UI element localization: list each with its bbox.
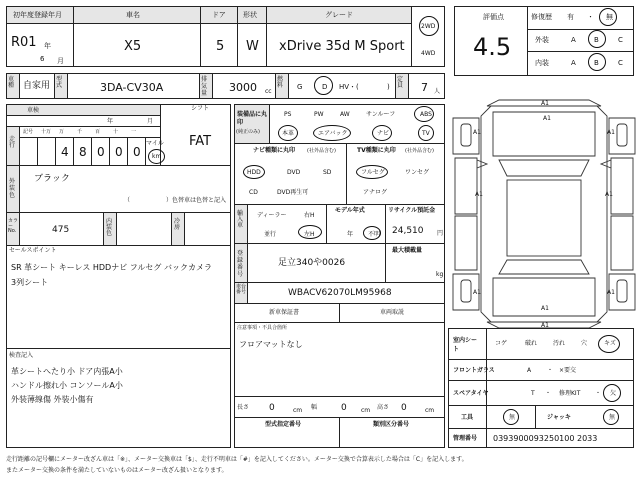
km-label: km <box>152 153 162 160</box>
exterior-color-label: 外装色 <box>9 178 16 199</box>
capacity-label: 定員 <box>397 76 404 89</box>
navi-type-sub: (社外品含む) <box>307 148 336 154</box>
repair-label: 修復歴 <box>531 13 552 21</box>
warranty-label: 新車保証書 <box>269 309 300 316</box>
seat-yabure: 破れ <box>525 340 538 347</box>
jack-label: ジャッキ <box>547 414 571 421</box>
displacement-label: 排気量 <box>201 76 208 97</box>
mgmt-label: 管理番号 <box>453 435 478 442</box>
fuel-label: 燃料 <box>277 76 284 89</box>
mileage-digit-header: 一 <box>131 129 137 135</box>
sales-point-line-1: SR 革シート キーレス HDDナビ フルセグ バックカメラ <box>11 263 212 272</box>
repair-no: 無 <box>606 13 613 21</box>
width-value: 0 <box>341 403 347 413</box>
fuel-g: G <box>297 83 303 91</box>
interior-color-label: 内装色 <box>106 218 113 237</box>
chassis-label-cell <box>234 282 248 304</box>
hdd-circle <box>243 165 265 179</box>
max-load-cell <box>385 243 445 283</box>
sales-point-section <box>6 245 231 349</box>
glass-replace: ×要交 <box>559 367 577 374</box>
seat-ana: 穴 <box>581 340 588 347</box>
door-header <box>200 6 238 24</box>
shift-cell <box>160 104 231 166</box>
spare-label: スペアタイヤ <box>453 390 489 397</box>
unknown-circle <box>363 226 381 240</box>
glass-row <box>448 359 634 381</box>
interior-c: C <box>618 59 623 67</box>
a1-mark-right-front-fender: A1 <box>607 129 615 136</box>
mileage-digit-header: 万 <box>59 129 65 135</box>
car-body-diagram <box>451 98 637 330</box>
mileage-digit: 0 <box>133 145 141 159</box>
color-note: ）色替車は色替と記入 <box>166 197 227 204</box>
displacement-label-cell <box>199 73 213 99</box>
interior-row <box>527 52 634 76</box>
recycle-yen: 円 <box>437 230 444 237</box>
seat-label: 室内シート <box>453 337 478 353</box>
kizu-circle <box>598 335 620 353</box>
max-load-label: 最大積載量 <box>392 247 423 254</box>
mileage-label-cell <box>6 126 20 166</box>
equip-navi: ナビ <box>377 130 390 137</box>
repair-no-circle <box>599 8 617 26</box>
first-reg-label: 初年度登録年月 <box>13 11 62 19</box>
height-value: 0 <box>401 403 407 413</box>
car-name-header <box>73 6 201 24</box>
km-circle <box>148 149 165 164</box>
height-label: 高さ <box>377 404 390 411</box>
mileage-digit-header: 記号 <box>23 129 34 135</box>
chassis-label: 車台番号 <box>236 284 247 295</box>
spare-dot-1: ・ <box>545 390 552 397</box>
car-name-label: 車名 <box>126 11 140 19</box>
exterior-label: 外装 <box>535 36 549 44</box>
seat-kizu: キズ <box>604 340 616 347</box>
jack-no-circle <box>603 409 619 425</box>
door-value: 5 <box>216 39 225 54</box>
seat-koge: コゲ <box>495 340 508 347</box>
exterior-color-label-cell <box>6 165 20 213</box>
tv-type-sub: (社外品含む) <box>405 148 434 154</box>
aircon-label: 冷房 <box>174 218 181 231</box>
model-label: 型式 <box>56 76 63 89</box>
equipment-label-sub: (純正のみ) <box>236 129 260 135</box>
fuel-cell <box>288 73 396 99</box>
grade-label: グレード <box>325 11 353 19</box>
dimensions-row <box>234 396 445 418</box>
color-no-cell <box>19 212 104 246</box>
model-year-label: モデル年式 <box>335 207 365 214</box>
a1-mark-front-bumper: A1 <box>541 100 549 107</box>
warranty-cell <box>234 303 340 323</box>
equip-sunroof: サンルーフ <box>366 111 396 118</box>
mileage-digit-header: 十 <box>113 129 119 135</box>
length-label: 長さ <box>237 404 250 411</box>
usage-cell <box>19 73 55 99</box>
tv-oneseg: ワンセグ <box>405 169 430 176</box>
navi-dvd-play: DVD再生可 <box>277 189 309 196</box>
inspector-section <box>6 348 231 448</box>
inspector-line-2: ハンドル擦れ小 コンソールA小 <box>11 381 123 390</box>
capacity-cell <box>408 73 445 99</box>
mgmt-value: 0393900093250100 2033 <box>493 434 598 443</box>
door-cell <box>200 23 238 67</box>
type-designation-label: 型式指定番号 <box>265 421 302 428</box>
chassis-cell <box>247 282 445 304</box>
sales-point-line-2: 3列シート <box>11 278 49 287</box>
import-label-cell <box>234 204 248 244</box>
seat-yogore: 汚れ <box>553 340 566 347</box>
recycle-label: リサイクル預託金 <box>388 207 436 214</box>
first-reg-month: 6 <box>40 55 45 63</box>
footer-line-2: またメーター交換の条件を満たしていないものはメーター改ざん扱いとなります。 <box>6 467 228 474</box>
drive-4wd: 4WD <box>421 50 436 57</box>
color-no-value: 475 <box>52 225 70 235</box>
a1-mark-left-door: A1 <box>475 191 483 198</box>
interior-color-label-cell <box>103 212 117 246</box>
inspector-label: 検査記入 <box>9 352 34 359</box>
recycle-cell <box>385 204 445 244</box>
equip-leather: 本革 <box>282 130 295 137</box>
exterior-a: A <box>571 36 576 44</box>
class-label: 類別区分番号 <box>373 421 410 428</box>
mileage-digit: 0 <box>115 145 123 159</box>
width-cm: cm <box>361 407 371 414</box>
interior-b-circle <box>588 53 606 71</box>
glass-label: フロントガラス <box>453 367 495 374</box>
equip-abs: ABS <box>420 111 432 118</box>
inspection-year-unit: 年 <box>107 118 114 125</box>
spare-t: T <box>531 390 535 397</box>
first-reg-year: R01 <box>11 35 37 50</box>
aircon-cell <box>184 212 231 246</box>
spare-missing: 欠 <box>610 390 617 397</box>
cc-unit: cc <box>265 88 272 95</box>
usage-label: 車種 <box>8 76 15 89</box>
height-cm: cm <box>425 407 435 414</box>
abs-circle <box>414 106 434 122</box>
shape-value: W <box>246 39 259 54</box>
grade-value: xDrive 35d M Sport <box>279 39 405 54</box>
reg-cell <box>247 243 386 283</box>
aircon-label-cell <box>171 212 185 246</box>
notes-label: 注意事項・不具合箇所 <box>237 325 288 331</box>
notes-cell <box>234 322 445 397</box>
reg-value: 足立340や0026 <box>278 258 346 268</box>
color-no-label-cell <box>6 212 20 246</box>
airbag-circle <box>313 125 351 141</box>
mileage-digit: 4 <box>61 145 69 159</box>
reg-label: 登録番号 <box>237 250 244 278</box>
navi-sd: SD <box>323 169 332 176</box>
inspection-month-unit: 月 <box>147 118 154 125</box>
recycle-value: 24,510 <box>392 226 424 236</box>
a1-mark-left-front-fender: A1 <box>473 129 481 136</box>
first-reg-month-unit: 月 <box>57 57 64 65</box>
displacement-value: 3000 <box>229 81 257 94</box>
equip-tv: TV <box>422 130 430 137</box>
equipment-label: 装備品に丸印 <box>237 111 268 126</box>
a1-mark-hood: A1 <box>543 115 551 122</box>
capacity-unit: 人 <box>434 88 441 95</box>
exterior-color-cell <box>19 165 231 213</box>
inspection-label: 車検 <box>27 107 40 114</box>
reg-label-cell <box>234 243 248 283</box>
model-year-unit: 年 <box>347 231 354 238</box>
tv-fullseg: フルセグ <box>361 169 385 176</box>
spare-dot-2: ・ <box>595 390 602 397</box>
mileage-digits <box>19 137 161 166</box>
drive-2wd: 2WD <box>421 23 436 30</box>
equip-ps: PS <box>284 111 292 118</box>
length-cm: cm <box>293 407 303 414</box>
fuel-d: D <box>322 83 328 91</box>
mileage-digit-header: 百 <box>95 129 101 135</box>
grade-header <box>266 6 412 24</box>
exterior-b: B <box>594 36 599 44</box>
a1-mark-trunk: A1 <box>541 305 549 312</box>
navi-circle <box>372 125 392 141</box>
repair-dot: ・ <box>587 13 594 21</box>
notes-value: フロアマットなし <box>239 340 303 349</box>
car-name-cell <box>73 23 201 67</box>
model-year-unknown: 不明 <box>368 231 381 238</box>
capacity-value: 7 <box>421 81 428 94</box>
tools-no-circle <box>503 409 519 425</box>
capacity-label-cell <box>395 73 409 99</box>
fuel-close: ) <box>387 83 390 91</box>
interior-color-cell <box>116 212 172 246</box>
max-load-kg: kg <box>436 271 444 278</box>
exterior-color-value: ブラック <box>34 174 70 184</box>
color-note-open: （ <box>124 197 131 204</box>
mileage-digit: 8 <box>79 145 87 159</box>
left-handle-circle <box>298 225 322 239</box>
usage-label-cell <box>6 73 20 99</box>
repair-row <box>527 6 634 30</box>
color-no-label: カラーNo. <box>8 218 19 234</box>
exterior-b-circle <box>588 30 606 48</box>
navi-type-label: ナビ種類に丸印 <box>253 147 296 154</box>
a1-mark-left-rear-fender: A1 <box>473 289 481 296</box>
tools-label: 工具 <box>461 414 474 421</box>
leather-circle <box>278 125 298 141</box>
a1-mark-right-rear-fender: A1 <box>607 289 615 296</box>
fuel-d-circle <box>314 76 333 95</box>
shape-cell <box>237 23 267 67</box>
missing-circle <box>603 384 621 402</box>
shape-header <box>237 6 267 24</box>
equip-airbag: エアバック <box>318 130 348 137</box>
shift-label: シフト <box>191 105 210 112</box>
import-parallel: 並行 <box>264 231 277 238</box>
tv-circle <box>418 125 434 141</box>
jack-value: 無 <box>609 414 616 421</box>
a1-mark-right-door: A1 <box>605 191 613 198</box>
fuel-label-cell <box>275 73 289 99</box>
width-label: 幅 <box>311 404 318 411</box>
exterior-row <box>527 30 634 52</box>
shift-value: FAT <box>189 134 212 149</box>
first-reg-value-cell <box>6 23 74 67</box>
navi-dvd: DVD <box>287 169 301 176</box>
import-dealer: ディーラー <box>257 212 287 219</box>
score-label: 評価点 <box>483 13 504 21</box>
score-value: 4.5 <box>473 33 512 61</box>
inspector-line-3: 外装薄線傷 外装小傷有 <box>11 395 94 404</box>
model-label-cell <box>54 73 68 99</box>
tools-value: 無 <box>509 414 516 421</box>
mile-label: マイル <box>146 140 164 147</box>
grade-cell <box>266 23 412 67</box>
sales-point-label: セールスポイント <box>9 247 57 254</box>
interior-b: B <box>594 59 599 67</box>
glass-a: A <box>527 367 532 374</box>
displacement-cell <box>212 73 276 99</box>
fullseg-circle <box>356 165 388 179</box>
tv-analog: アナログ <box>363 189 388 196</box>
manual-cell <box>339 303 445 323</box>
mileage-digit-cell <box>38 138 56 166</box>
equip-pw: PW <box>314 111 324 118</box>
exterior-c: C <box>618 36 623 44</box>
mileage-digit-header: 千 <box>77 129 83 135</box>
mileage-digit-header: 十万 <box>41 129 52 135</box>
first-reg-header <box>6 6 74 24</box>
footer-line-1: 走行距離の記号欄にメーター改ざん車は「※」、メーター交換車は「$」、走行不明車は「#」を記入してください。メーター交換で合算表示した場合は「C」を記入します。 <box>6 456 468 463</box>
spare-kit: 修理KIT <box>559 390 581 397</box>
usage-value: 自家用 <box>23 81 51 91</box>
door-label: ドア <box>212 11 226 19</box>
inspector-line-1: 革シートへたり小 ドア内張A小 <box>11 367 123 376</box>
import-left-handle: 左H <box>304 231 315 238</box>
mileage-label: 走行 <box>9 136 16 149</box>
a1-mark-rear-bumper: A1 <box>541 322 549 329</box>
glass-dot: ・ <box>547 367 554 374</box>
equipment-label-cell <box>234 104 270 144</box>
tv-type-label: TV種類に丸印 <box>357 147 396 154</box>
fuel-hv: HV・( <box>339 83 359 91</box>
navi-hdd: HDD <box>247 169 261 176</box>
length-value: 0 <box>269 403 275 413</box>
mileage-digit-cell <box>20 138 38 166</box>
first-reg-year-unit: 年 <box>44 42 51 50</box>
car-name-value: X5 <box>124 39 142 54</box>
mgmt-row <box>448 428 634 448</box>
model-cell <box>67 73 200 99</box>
interior-a: A <box>571 59 576 67</box>
interior-label: 内装 <box>535 59 549 67</box>
manual-label: 車両取説 <box>380 309 405 316</box>
equip-aw: AW <box>340 111 350 118</box>
navi-cd: CD <box>249 189 258 196</box>
shape-label: 形状 <box>243 11 257 19</box>
chassis-value: WBACV62070LM95968 <box>288 288 392 298</box>
tools-divider <box>535 405 536 429</box>
import-label: 輸入車 <box>237 210 244 229</box>
model-value: 3DA-CV30A <box>100 81 164 94</box>
mileage-digit: 0 <box>97 145 105 159</box>
import-right-handle: 右H <box>304 212 315 219</box>
drive-2wd-circle <box>419 16 439 36</box>
repair-yes: 有 <box>567 13 574 21</box>
type-designation-divider <box>339 417 340 448</box>
